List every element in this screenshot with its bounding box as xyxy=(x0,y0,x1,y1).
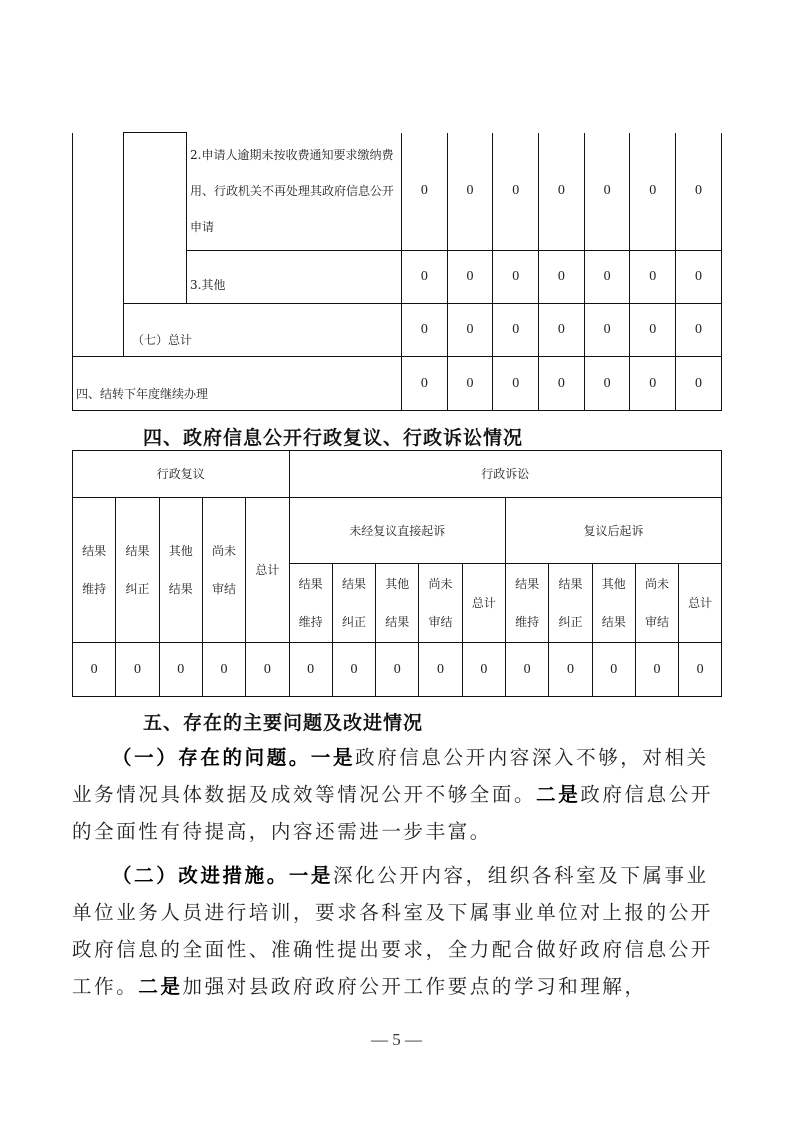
value-cell: 0 xyxy=(539,251,585,304)
paragraph-text: 加强对县政府政府公开工作要点的学习和理解， xyxy=(182,975,647,998)
header-line: 纠正 xyxy=(558,615,583,629)
value-cell: 0 xyxy=(584,304,630,357)
col-header xyxy=(419,564,462,643)
header-line: 结果 xyxy=(601,615,626,629)
value-cell: 0 xyxy=(289,643,332,697)
row-label: （七）总计 xyxy=(124,304,402,357)
col-header xyxy=(549,564,592,643)
col-header xyxy=(202,498,245,643)
value-cell: 0 xyxy=(493,133,539,251)
keyword: 一是 xyxy=(288,864,334,887)
col-header-total: 总计 xyxy=(679,564,722,643)
row-label: 3.其他 xyxy=(187,251,402,304)
keyword: 二是 xyxy=(536,783,581,806)
value-cell: 0 xyxy=(332,643,375,697)
value-cell: 0 xyxy=(506,643,549,697)
header-line: 结果 xyxy=(82,544,107,558)
table-row xyxy=(73,357,722,411)
value-cell: 0 xyxy=(584,357,630,411)
row-label: 2.申请人逾期未按收费通知要求缴纳费用、行政机关不再处理其政府信息公开申请 xyxy=(187,133,402,251)
header-line: 结果 xyxy=(168,582,193,596)
header-line: 纠正 xyxy=(125,582,150,596)
page-number: — 5 — xyxy=(371,1030,422,1049)
value-cell: 0 xyxy=(159,643,202,697)
value-cell: 0 xyxy=(679,643,722,697)
header-line: 结果 xyxy=(341,577,366,591)
header-line: 尚未 xyxy=(645,577,670,591)
header-after-review-suit: 复议后起诉 xyxy=(506,498,722,564)
value-cell: 0 xyxy=(584,133,630,251)
paragraph-text: 政府信息公开内容深入不够，对相关业务情况具体数据及成效等情况公开不够全面。 xyxy=(72,746,709,806)
keyword: 一是 xyxy=(310,746,356,769)
col-header xyxy=(289,564,332,643)
table-row xyxy=(73,643,722,697)
paragraph-problems xyxy=(72,739,722,850)
value-cell: 0 xyxy=(73,643,116,697)
col-header xyxy=(116,498,159,643)
col-header xyxy=(592,564,635,643)
table-header-row xyxy=(73,451,722,498)
header-line: 结果 xyxy=(125,544,150,558)
subcategory-cell xyxy=(124,133,187,304)
value-cell: 0 xyxy=(462,643,505,697)
value-cell: 0 xyxy=(676,133,722,251)
value-cell: 0 xyxy=(676,304,722,357)
keyword: 二是 xyxy=(138,975,183,998)
section-heading: 四、政府信息公开行政复议、行政诉讼情况 xyxy=(143,427,524,449)
header-line: 审结 xyxy=(645,615,670,629)
col-header xyxy=(332,564,375,643)
header-line: 其他 xyxy=(385,577,410,591)
paragraph-lead: （一）存在的问题。 xyxy=(112,746,311,769)
paragraph-lead: （二）改进措施。 xyxy=(112,864,289,887)
value-cell: 0 xyxy=(676,357,722,411)
value-cell: 0 xyxy=(493,357,539,411)
header-direct-suit: 未经复议直接起诉 xyxy=(289,498,505,564)
paragraph-measures xyxy=(72,857,722,1005)
value-cell: 0 xyxy=(493,304,539,357)
header-line: 维持 xyxy=(298,615,323,629)
value-cell: 0 xyxy=(116,643,159,697)
value-cell: 0 xyxy=(539,304,585,357)
value-cell: 0 xyxy=(630,304,676,357)
col-header xyxy=(635,564,678,643)
paragraph-text: 深化公开内容，组织各科室及下属事业单位业务人员进行培训，要求各科室及下属事业单位对上报的公开政府信息的全面性、准确性提出要求，全力配合做好政府信息公开工作。 xyxy=(72,864,713,998)
col-header xyxy=(376,564,419,643)
value-cell: 0 xyxy=(630,357,676,411)
value-cell: 0 xyxy=(592,643,635,697)
value-cell: 0 xyxy=(630,251,676,304)
section-heading: 五、存在的主要问题及改进情况 xyxy=(143,712,424,734)
col-header-total: 总计 xyxy=(462,564,505,643)
value-cell: 0 xyxy=(202,643,245,697)
col-header xyxy=(159,498,202,643)
value-cell: 0 xyxy=(402,133,448,251)
value-cell: 0 xyxy=(402,304,448,357)
value-cell: 0 xyxy=(447,133,493,251)
value-cell: 0 xyxy=(635,643,678,697)
table-row xyxy=(73,304,722,357)
value-cell: 0 xyxy=(447,357,493,411)
value-cell: 0 xyxy=(402,251,448,304)
value-cell: 0 xyxy=(630,133,676,251)
value-cell: 0 xyxy=(376,643,419,697)
value-cell: 0 xyxy=(419,643,462,697)
header-line: 尚未 xyxy=(212,544,237,558)
header-line: 结果 xyxy=(385,615,410,629)
col-header-total: 总计 xyxy=(246,498,289,643)
value-cell: 0 xyxy=(447,304,493,357)
col-header xyxy=(73,498,116,643)
table-row xyxy=(73,133,722,251)
value-cell: 0 xyxy=(447,251,493,304)
header-admin-litigation: 行政诉讼 xyxy=(289,451,722,498)
value-cell: 0 xyxy=(584,251,630,304)
value-cell: 0 xyxy=(676,251,722,304)
row-label: 四、结转下年度继续办理 xyxy=(73,357,402,411)
header-line: 结果 xyxy=(298,577,323,591)
value-cell: 0 xyxy=(493,251,539,304)
header-line: 尚未 xyxy=(428,577,453,591)
value-cell: 0 xyxy=(549,643,592,697)
review-litigation-table xyxy=(72,450,722,697)
header-line: 结果 xyxy=(515,577,540,591)
header-admin-review: 行政复议 xyxy=(73,451,290,498)
application-results-table xyxy=(72,132,722,411)
value-cell: 0 xyxy=(539,357,585,411)
header-line: 维持 xyxy=(515,615,540,629)
value-cell: 0 xyxy=(402,357,448,411)
table-header-row xyxy=(73,498,722,564)
value-cell: 0 xyxy=(539,133,585,251)
category-cell xyxy=(73,133,124,357)
header-line: 纠正 xyxy=(341,615,366,629)
col-header xyxy=(506,564,549,643)
header-line: 其他 xyxy=(168,544,193,558)
paragraph-text: 政府信息公开的全面性有待提高，内容还需进一步丰富。 xyxy=(72,783,713,843)
header-line: 审结 xyxy=(212,582,237,596)
header-line: 维持 xyxy=(82,582,107,596)
header-line: 结果 xyxy=(558,577,583,591)
header-line: 审结 xyxy=(428,615,453,629)
value-cell: 0 xyxy=(246,643,289,697)
header-line: 其他 xyxy=(601,577,626,591)
